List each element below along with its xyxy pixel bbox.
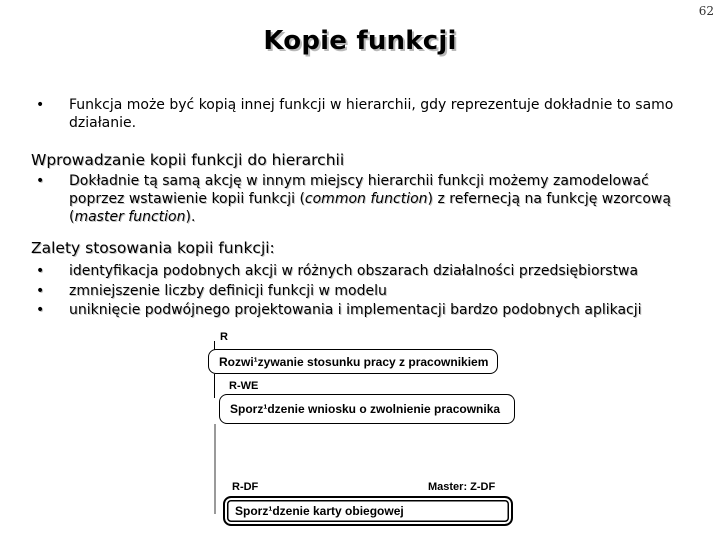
section1-bullet	[36, 172, 706, 230]
section2-item	[36, 301, 706, 319]
bullet-marker: •	[36, 97, 45, 113]
section2-item-text: zmniejszenie liczby definicji funkcji w modelu	[69, 283, 387, 299]
section2-item-text: uniknięcie podwójnego projektowania i implementacji bardzo podobnych aplikacji	[69, 302, 642, 318]
bullet-marker: •	[36, 173, 45, 189]
function-box-wniosek[interactable]: Sporz¹dzenie wniosku o zwolnienie pracownika	[219, 394, 515, 424]
section1-line-2b: ) z refernecją na funkcję wzorcową	[427, 191, 671, 207]
diagram-label-rwe: R-WE	[229, 380, 259, 392]
function-box-karta-obiegowa[interactable]: Sporz¹dzenie karty obiegowej	[223, 496, 513, 526]
section1-line-3b: ).	[185, 209, 196, 225]
bullet-marker: •	[36, 283, 45, 299]
section2-heading: Zalety stosowania kopii funkcji:	[31, 239, 275, 257]
section1-text	[69, 172, 709, 226]
diagram-label-rdf: R-DF	[232, 481, 259, 493]
function-box-rozwiazywanie[interactable]: Rozwi¹zywanie stosunku pracy z pracownikiem	[208, 349, 498, 374]
section2-item	[36, 282, 706, 300]
bullet-marker: •	[36, 263, 45, 279]
section1-line-2	[69, 190, 709, 208]
section2-item	[36, 262, 706, 280]
intro-line-2: działanie.	[69, 115, 137, 131]
section1-line-3	[69, 208, 709, 226]
connector-line	[214, 424, 216, 514]
intro-text	[69, 96, 709, 132]
intro-bullet	[36, 96, 706, 136]
intro-line-1: Funkcja może być kopią innej funkcji w hierarchii, gdy reprezentuje dokładnie to samo	[69, 97, 674, 113]
section1-line-2-em: common function	[304, 191, 428, 207]
slide-title: Kopie funkcji	[263, 26, 457, 56]
diagram-label-master: Master: Z-DF	[428, 481, 496, 493]
connector-line	[214, 374, 215, 398]
section1-heading: Wprowadzanie kopii funkcji do hierarchii	[31, 151, 345, 169]
section1-line-1: Dokładnie tą samą akcję w innym miejscy hierarchii funkcji możemy zamodelować	[69, 173, 649, 189]
bullet-marker: •	[36, 302, 45, 318]
diagram-root-label: R	[220, 331, 228, 343]
section1-line-3a: (	[69, 209, 75, 225]
section1-line-2a: poprzez wstawienie kopii funkcji (	[69, 191, 305, 207]
page-number: 62	[698, 4, 714, 18]
section2-item-text: identyfikacja podobnych akcji w różnych obszarach działalności przedsiębiorstwa	[69, 263, 639, 279]
section1-line-3-em: master function	[74, 209, 186, 225]
